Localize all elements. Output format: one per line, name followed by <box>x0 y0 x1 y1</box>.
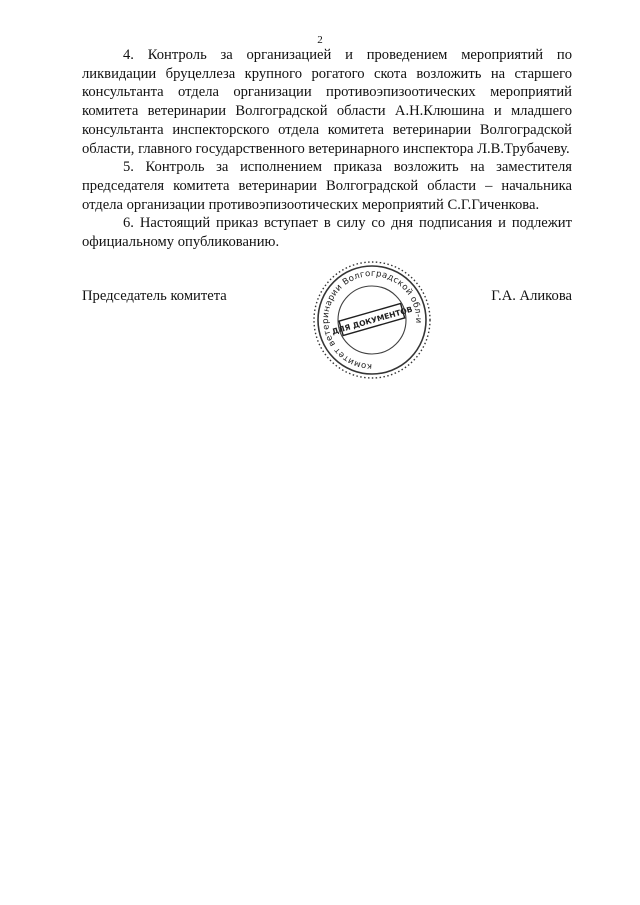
signer-title: Председатель комитета <box>82 288 227 304</box>
paragraph-item-5: 5. Контроль за исполнением приказа возложить на заместителя председателя комитета ветеринарии Волгоградской области – начальника отдела организации противоэпизоотических мероприятий С.Г.Гиченкова. <box>82 159 572 213</box>
stamp-seal-graphic <box>308 258 436 382</box>
stamp-ring-text: комитет ветеринарии Волгоградской обл-и <box>320 268 424 372</box>
official-stamp <box>308 258 436 382</box>
stamp-center-text: ДЛЯ ДОКУМЕНТОВ <box>330 304 414 337</box>
document-body <box>82 46 572 252</box>
page-number: 2 <box>317 34 323 46</box>
paragraph-item-6: 6. Настоящий приказ вступает в силу со дня подписания и подлежит официальному опубликованию. <box>82 215 572 251</box>
signer-name: Г.А. Аликова <box>491 288 572 304</box>
paragraph-item-4: 4. Контроль за организацией и проведением мероприятий по ликвидации бруцеллеза крупного рогатого скота возложить на старшего консультанта отдела организации противоэпизоотических мероприятий комитета ветеринарии Волгоградской области А.Н.Клюшина и младшего консультанта инспекторского отдела комитета ветеринарии Волгоградской области, главного государственного ветеринарного инспектора Л.В.Трубачеву. <box>82 47 572 157</box>
